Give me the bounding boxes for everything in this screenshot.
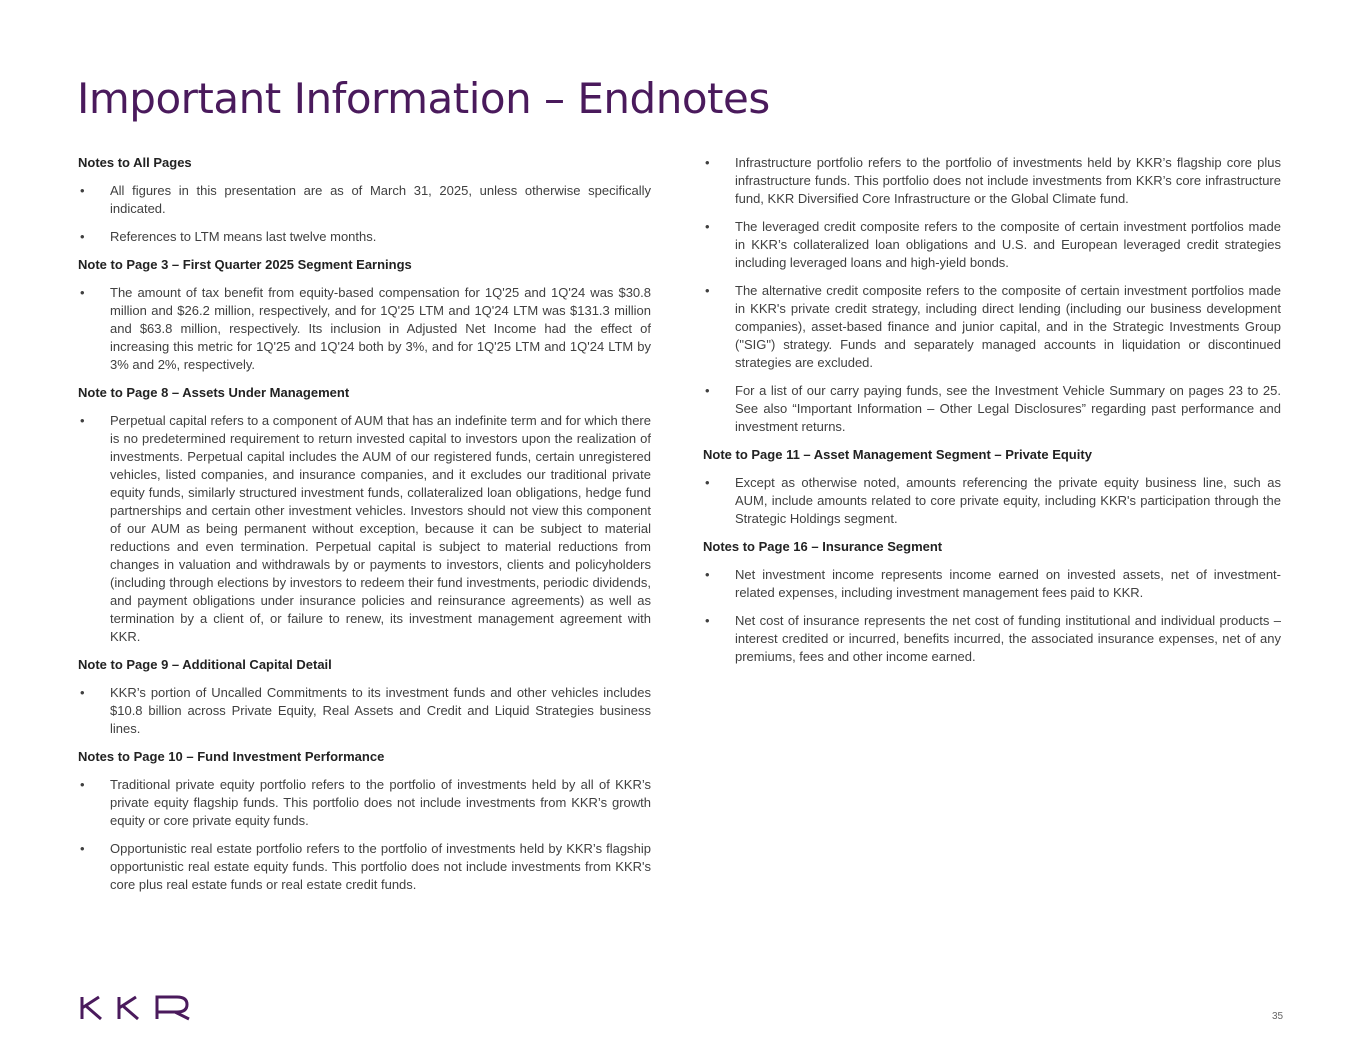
page-title: Important Information – Endnotes [77,74,770,123]
section-heading: Note to Page 3 – First Quarter 2025 Segment Earnings [78,257,412,272]
note-text: The amount of tax benefit from equity-based compensation for 1Q'25 and 1Q'24 was $30.8 million and $26.2 million, respectively, and for 1Q'25 LTM and 1Q'24 LTM was $131.3 million and $63.8 million, respectively. Its inclusion in Adjusted Net Income had the effect of increasing this metric for 1Q'25 and 1Q'24 both by 3%, and for 1Q'25 LTM and 1Q'24 LTM by 3% and 2%, respectively. [110,285,651,372]
section-heading: Notes to Page 16 – Insurance Segment [703,539,943,554]
bullet-icon: • [80,229,85,244]
note-text: For a list of our carry paying funds, see the Investment Vehicle Summary on pages 23 to 25. See also “Important Information – Other Legal Disclosures” regarding past performance and investment returns. [735,383,1281,434]
bullet-icon: • [80,285,85,300]
note-text: Opportunistic real estate portfolio refers to the portfolio of investments held by KKR’s flagship opportunistic real estate equity funds. This portfolio does not include investments from KKR's core plus real estate funds or real estate credit funds. [110,841,651,892]
note-item [703,382,1281,436]
note-text: The alternative credit composite refers to the composite of certain investment portfolios made in KKR's private credit strategy, including direct lending (including our business development companies), asset-based finance and junior capital, and in the Strategic Investments Group ("SIG") strategy. Funds and separately managed accounts in liquidation or discontinued strategies are excluded. [735,283,1281,370]
section-heading: Note to Page 9 – Additional Capital Detail [78,657,332,672]
note-item [78,228,651,246]
bullet-icon: • [80,777,85,792]
bullet-icon: • [80,685,85,700]
note-item [78,182,651,218]
note-text: Traditional private equity portfolio refers to the portfolio of investments held by all of KKR’s private equity flagship funds. This portfolio does not include investments from KKR’s growth equity or core private equity funds. [110,777,651,828]
note-item [703,612,1281,666]
note-item [78,684,651,738]
note-text: Net cost of insurance represents the net cost of funding institutional and individual products – interest credited or incurred, benefits incurred, the associated insurance expenses, net of any premiums, fees and other income earned. [735,613,1281,664]
bullet-icon: • [705,475,710,490]
bullet-icon: • [705,283,710,298]
left-column [78,154,651,904]
note-item [703,474,1281,528]
note-item [78,776,651,830]
note-item [78,840,651,894]
page-number: 35 [1272,1011,1284,1022]
bullet-icon: • [705,219,710,234]
right-column [703,154,1281,676]
note-text: Perpetual capital refers to a component of AUM that has an indefinite term and for which there is no predetermined requirement to return invested capital to investors upon the realization of investments. Perpetual capital includes the AUM of our registered funds, certain unregistered vehicles, listed companies, and insurance companies, and it excludes our traditional private equity funds, similarly structured investment funds, collateralized loan obligations, hedge fund partnerships and certain other investment vehicles. Investors should not view this component of our AUM as being permanent without exception, because it can be subject to material reductions and even termination. Perpetual capital is subject to material reductions from changes in valuation and withdrawals by or payments to investors, clients and policyholders (including through elections by investors to redeem their fund investments, periodic dividends, and payment obligations under insurance policies and reinsurance agreements) as well as termination by a client of, or failure to renew, its investment management agreement with KKR. [110,413,651,644]
note-text: Net investment income represents income earned on invested assets, net of investment-related expenses, including investment management fees paid to KKR. [735,567,1281,600]
bullet-icon: • [705,155,710,170]
bullet-icon: • [80,841,85,856]
note-item [78,412,651,646]
bullet-icon: • [705,567,710,582]
bullet-icon: • [80,413,85,428]
section-heading: Note to Page 8 – Assets Under Management [78,385,350,400]
bullet-icon: • [705,383,710,398]
section-heading: Notes to All Pages [78,155,192,170]
note-item [703,218,1281,272]
section-heading: Notes to Page 10 – Fund Investment Performance [78,749,385,764]
note-text: References to LTM means last twelve months. [110,229,377,244]
note-text: Except as otherwise noted, amounts referencing the private equity business line, such as AUM, include amounts related to core private equity, including KKR's participation through the Strategic Holdings segment. [735,475,1281,526]
bullet-icon: • [705,613,710,628]
note-item [703,566,1281,602]
note-text: All figures in this presentation are as of March 31, 2025, unless otherwise specifically indicated. [110,183,651,216]
note-item [703,282,1281,372]
section-heading: Note to Page 11 – Asset Management Segment – Private Equity [703,447,1092,462]
bullet-icon: • [80,183,85,198]
note-text: KKR’s portion of Uncalled Commitments to its investment funds and other vehicles includes $10.8 billion across Private Equity, Real Assets and Credit and Liquid Strategies business lines. [110,685,651,736]
note-text: The leveraged credit composite refers to the composite of certain investment portfolios made in KKR’s collateralized loan obligations and U.S. and European leveraged credit strategies including leveraged loans and high-yield bonds. [735,219,1281,270]
note-item [703,154,1281,208]
kkr-logo [79,994,194,1027]
note-item [78,284,651,374]
note-text: Infrastructure portfolio refers to the portfolio of investments held by KKR’s flagship core plus infrastructure funds. This portfolio does not include investments from KKR’s core infrastructure fund, KKR Diversified Core Infrastructure or the Global Climate fund. [735,155,1281,206]
